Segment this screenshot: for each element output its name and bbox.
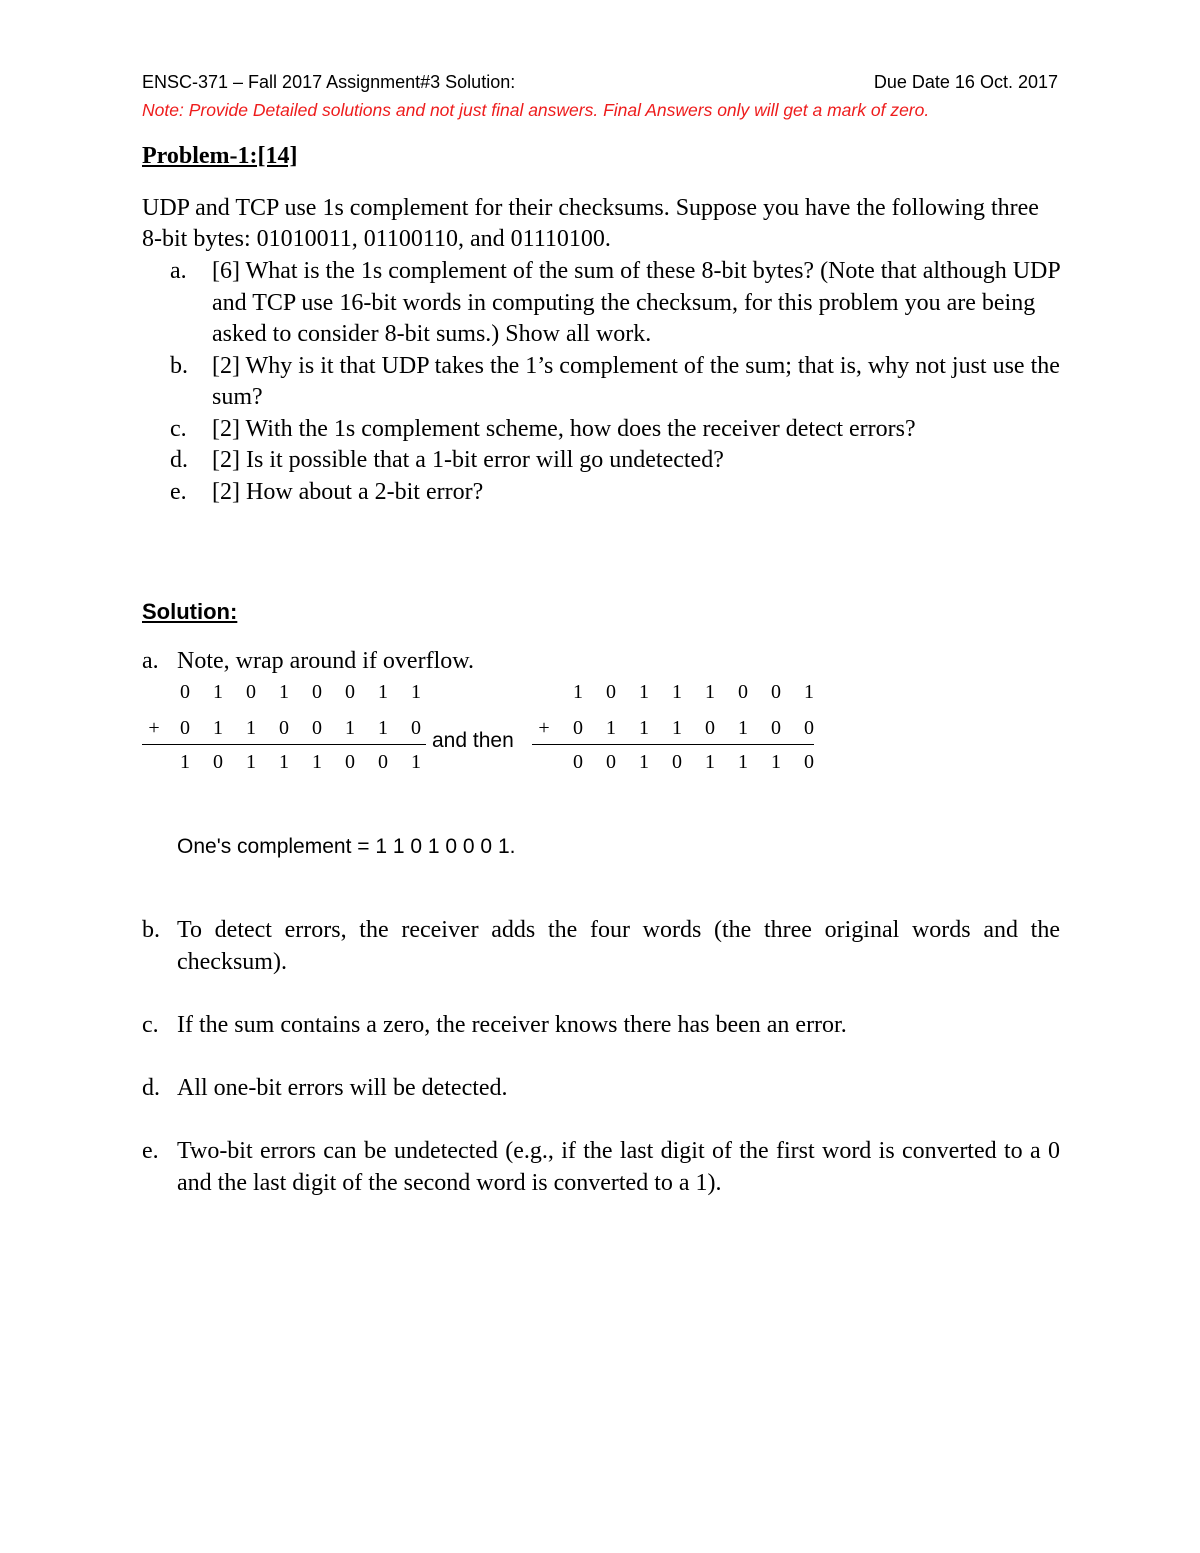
bit: 0 xyxy=(705,717,715,739)
question-a xyxy=(170,256,1060,351)
solution-c xyxy=(142,1010,1060,1042)
bit: 1 xyxy=(312,751,322,773)
bit: 0 xyxy=(213,751,223,773)
solution-d xyxy=(142,1073,1060,1105)
solution-b xyxy=(142,915,1060,978)
bit: 1 xyxy=(279,681,289,703)
bit: 0 xyxy=(345,681,355,703)
bit: 1 xyxy=(213,681,223,703)
question-d xyxy=(170,445,1060,477)
course-assignment-title: ENSC-371 – Fall 2017 Assignment#3 Solution: xyxy=(142,72,516,92)
bit: 0 xyxy=(573,717,583,739)
solution-text: All one-bit errors will be detected. xyxy=(177,1075,508,1101)
bit: 0 xyxy=(180,681,190,703)
bit: 1 xyxy=(345,717,355,739)
question-letter: d. xyxy=(170,447,188,473)
bit: 0 xyxy=(606,751,616,773)
question-b xyxy=(170,351,1060,414)
solution-letter: a. xyxy=(142,648,159,674)
bit: 1 xyxy=(804,681,814,703)
solution-a xyxy=(142,648,474,675)
bit: 1 xyxy=(213,717,223,739)
solution-text: To detect errors, the receiver adds the four words (the three original words and the checksum). xyxy=(177,917,1060,975)
plus-sign: + xyxy=(538,717,550,739)
ones-complement-result: One's complement = 1 1 0 1 0 0 0 1. xyxy=(177,835,516,858)
question-text: [2] Is it possible that a 1-bit error will go undetected? xyxy=(212,447,724,473)
solution-letter: d. xyxy=(142,1075,160,1101)
and-then-label: and then xyxy=(432,729,514,752)
solution-title: Solution: xyxy=(142,599,238,624)
bit: 0 xyxy=(738,681,748,703)
sum-line xyxy=(142,744,426,745)
bit: 0 xyxy=(411,717,421,739)
bit: 1 xyxy=(411,681,421,703)
question-letter: c. xyxy=(170,415,187,442)
question-letter: a. xyxy=(170,258,187,284)
bit: 0 xyxy=(606,681,616,703)
solution-letter: b. xyxy=(142,917,160,943)
bit: 0 xyxy=(312,681,322,703)
question-e xyxy=(170,477,1060,509)
bit: 0 xyxy=(804,717,814,739)
question-text: [2] How about a 2-bit error? xyxy=(212,478,484,505)
bit: 0 xyxy=(573,751,583,773)
bit: 1 xyxy=(411,751,421,773)
bit: 0 xyxy=(378,751,388,773)
bit: 0 xyxy=(345,751,355,773)
bit: 1 xyxy=(771,751,781,773)
question-letter: e. xyxy=(170,478,187,505)
bit: 1 xyxy=(279,751,289,773)
bit: 0 xyxy=(771,717,781,739)
due-date: Due Date 16 Oct. 2017 xyxy=(873,72,1058,92)
problem-title: Problem-1:[14] xyxy=(142,143,298,169)
bit: 1 xyxy=(606,717,616,739)
bit: 0 xyxy=(279,717,289,739)
bit: 1 xyxy=(705,681,715,703)
bit: 1 xyxy=(639,717,649,739)
bit: 1 xyxy=(378,717,388,739)
solution-text: If the sum contains a zero, the receiver knows there has been an error. xyxy=(177,1012,847,1038)
question-text: [2] With the 1s complement scheme, how does the receiver detect errors? xyxy=(212,415,916,442)
question-c xyxy=(170,414,1060,446)
problem-intro: UDP and TCP use 1s complement for their checksums. Suppose you have the following three 8-bit bytes: 01010011, 01100110, and 01110100. xyxy=(142,195,1039,252)
bit: 1 xyxy=(180,751,190,773)
solution-e xyxy=(142,1136,1060,1199)
bit: 1 xyxy=(738,717,748,739)
bit: 1 xyxy=(573,681,583,703)
bit: 1 xyxy=(378,681,388,703)
bit: 1 xyxy=(246,717,256,739)
plus-sign: + xyxy=(148,717,160,739)
bit: 0 xyxy=(672,751,682,773)
question-text: [2] Why is it that UDP takes the 1’s complement of the sum; that is, why not just use the sum? xyxy=(212,352,1060,410)
question-list xyxy=(170,256,1060,508)
instructions-note: Note: Provide Detailed solutions and not just final answers. Final Answers only will get a mark of zero. xyxy=(142,100,930,120)
sum-line xyxy=(532,744,814,745)
bit: 0 xyxy=(312,717,322,739)
bit: 1 xyxy=(639,751,649,773)
bit: 1 xyxy=(672,681,682,703)
bit: 0 xyxy=(180,717,190,739)
bit: 1 xyxy=(639,681,649,703)
bit: 1 xyxy=(672,717,682,739)
solution-text: Two-bit errors can be undetected (e.g., if the last digit of the first word is converted to a 0 and the last digit of the second word is converted to a 1). xyxy=(177,1138,1060,1196)
bit: 1 xyxy=(246,751,256,773)
bit: 1 xyxy=(738,751,748,773)
solution-letter: c. xyxy=(142,1012,159,1038)
bit: 0 xyxy=(246,681,256,703)
solution-letter: e. xyxy=(142,1138,159,1164)
solution-a-text: Note, wrap around if overflow. xyxy=(177,648,475,674)
bit: 0 xyxy=(771,681,781,703)
question-text: [6] What is the 1s complement of the sum of these 8-bit bytes? (Note that although UDP and TCP use 16-bit words in computing the checksum, for this problem you are being asked to consider 8-bit sums.) Show all work. xyxy=(212,258,1060,347)
bit: 1 xyxy=(705,751,715,773)
question-letter: b. xyxy=(170,352,188,379)
bit: 0 xyxy=(804,751,814,773)
